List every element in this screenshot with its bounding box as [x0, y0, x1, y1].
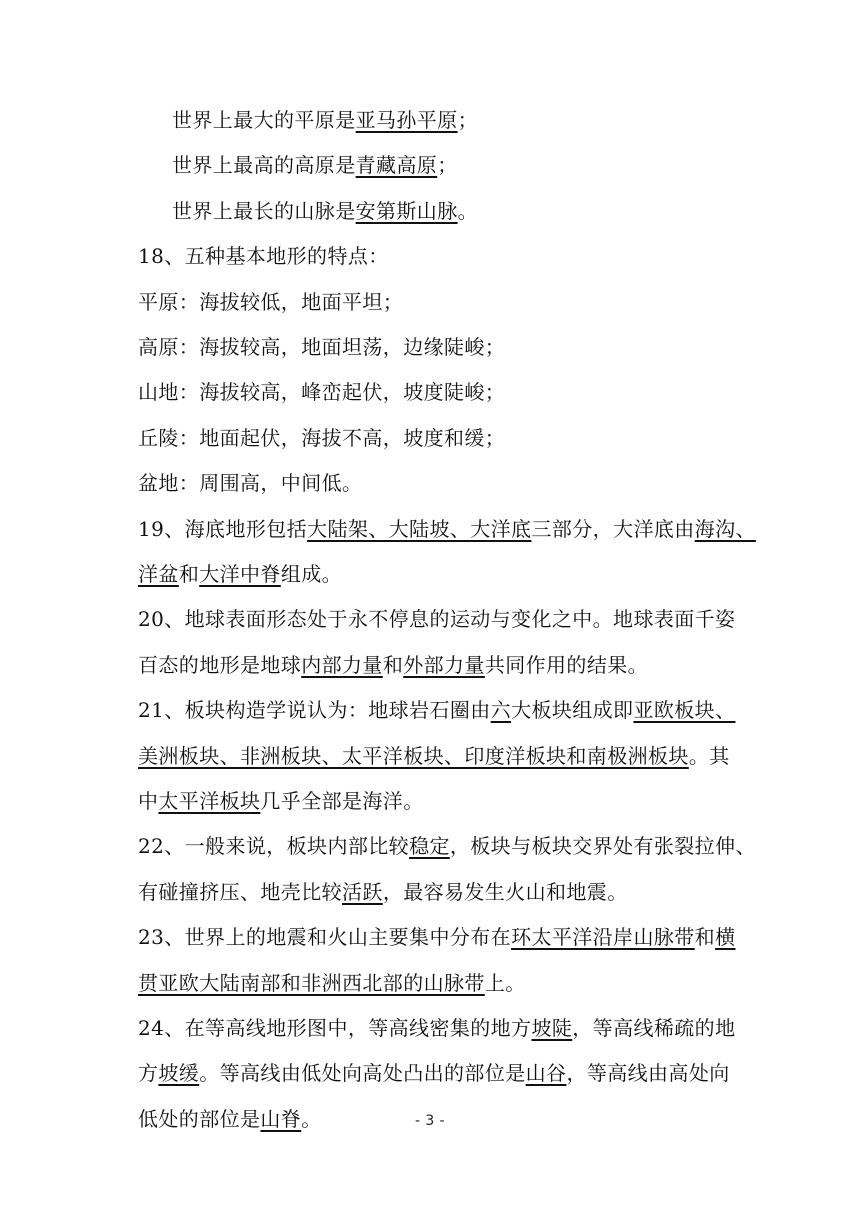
text-segment: 中 — [138, 789, 159, 813]
text-line — [138, 377, 798, 407]
text-segment: 23、世界上的地震和火山主要集中分布在 — [138, 925, 512, 950]
text-line — [172, 105, 832, 135]
text-segment: 几乎全部是海洋。 — [260, 789, 424, 813]
text-segment: 共同作用的结果。 — [484, 652, 649, 677]
underlined-answer: 亚马孙平原 — [355, 108, 458, 132]
underlined-answer: 六 — [490, 698, 512, 723]
text-segment: ，等高线稀疏的地 — [572, 1016, 736, 1040]
text-segment: ； — [457, 108, 479, 132]
text-segment: 和 — [382, 652, 404, 677]
text-line — [138, 786, 798, 816]
text-segment: 低处的部位是 — [138, 1106, 261, 1131]
underlined-answer: 大陆架、大陆坡、大洋底 — [307, 516, 532, 541]
underlined-answer: 美洲板块、非洲板块、太平洋板块、印度洋板块和南极洲板块 — [138, 743, 689, 768]
underlined-answer: 稳定 — [409, 834, 450, 859]
underlined-answer: 横 — [715, 925, 736, 950]
text-segment: 22、一般来说，板块内部比较 — [138, 834, 410, 859]
text-line — [138, 650, 798, 680]
underlined-answer: 山谷 — [525, 1061, 567, 1086]
underlined-answer: 坡缓 — [158, 1061, 200, 1086]
text-line — [138, 559, 798, 589]
text-segment: ，板块与板块交界处有张裂拉伸、 — [449, 834, 756, 859]
text-segment: 山地：海拔较高，峰峦起伏，坡度陡峻； — [138, 380, 506, 405]
text-segment: 20、地球表面形态处于永不停息的运动与变化之中。地球表面千姿 — [138, 607, 736, 632]
text-segment: ，等高线由高处向 — [566, 1061, 730, 1086]
text-line — [138, 1058, 798, 1088]
text-line — [138, 468, 798, 498]
text-segment: 18、五种基本地形的特点： — [138, 244, 389, 269]
text-segment: 。等高线由低处向高处凸出的部位是 — [199, 1061, 526, 1086]
text-segment: 和 — [694, 925, 716, 950]
text-line — [172, 196, 832, 226]
text-segment: 上。 — [484, 970, 526, 995]
underlined-answer: 亚欧板块、 — [633, 698, 736, 723]
text-segment: 丘陵：地面起伏，海拔不高，坡度和缓； — [138, 425, 506, 450]
text-segment: 21、板块构造学说认为：地球岩石圈由 — [138, 698, 491, 723]
text-line — [138, 922, 798, 952]
text-line — [172, 150, 832, 180]
text-segment: 世界上最长的山脉是 — [172, 198, 356, 223]
underlined-answer: 太平洋板块 — [158, 789, 261, 813]
underlined-answer: 青藏高原 — [355, 153, 438, 178]
underlined-answer: 海沟、 — [694, 516, 756, 541]
text-segment: 。 — [457, 198, 479, 223]
underlined-answer: 贯亚欧大陆南部和非洲西北部的山脉带 — [138, 970, 485, 995]
underlined-answer: 安第斯山脉 — [355, 198, 458, 223]
text-line — [138, 1013, 798, 1043]
text-line — [138, 332, 798, 362]
text-segment: 平原：海拔较低，地面平坦； — [138, 289, 404, 314]
underlined-answer: 山脊 — [260, 1106, 302, 1131]
text-segment: 百态的地形是地球 — [138, 652, 302, 677]
underlined-answer: 活跃 — [342, 879, 383, 904]
text-line — [138, 695, 798, 725]
text-segment: 三部分，大洋底由 — [531, 516, 695, 541]
underlined-answer: 坡陡 — [531, 1016, 573, 1040]
page-number: - 3 - — [415, 1113, 445, 1129]
text-segment: 组成。 — [280, 562, 343, 586]
text-segment: 世界上最大的平原是 — [172, 108, 356, 132]
underlined-answer: 内部力量 — [301, 652, 383, 677]
text-line — [138, 831, 798, 861]
text-line — [138, 514, 798, 544]
text-segment: 。 — [301, 1106, 322, 1131]
text-segment: ； — [437, 153, 458, 178]
text-segment: 盆地：周围高，中间低。 — [138, 471, 363, 496]
text-line — [138, 287, 798, 317]
text-segment: 方 — [138, 1061, 159, 1086]
text-segment: ，最容易发生火山和地震。 — [382, 879, 628, 904]
text-line — [138, 968, 798, 998]
underlined-answer: 外部力量 — [403, 652, 485, 677]
text-line — [138, 604, 798, 634]
text-segment: 高原：海拔较高，地面坦荡，边缘陡峻； — [138, 335, 506, 359]
underlined-answer: 大洋中脊 — [199, 562, 281, 586]
text-line — [138, 423, 798, 453]
underlined-answer: 环太平洋沿岸山脉带 — [511, 925, 695, 950]
text-line — [138, 241, 798, 271]
text-segment: 大板块组成即 — [511, 698, 634, 723]
text-segment: 世界上最高的高原是 — [172, 153, 356, 178]
text-line — [138, 741, 798, 771]
text-segment: 。其 — [688, 743, 730, 768]
text-segment: 有碰撞挤压、地壳比较 — [138, 879, 342, 904]
text-segment: 24、在等高线地形图中，等高线密集的地方 — [138, 1016, 532, 1040]
underlined-answer: 洋盆 — [138, 562, 179, 586]
text-line — [138, 877, 798, 907]
text-segment: 和 — [178, 562, 200, 586]
text-segment: 19、海底地形包括 — [138, 516, 308, 541]
